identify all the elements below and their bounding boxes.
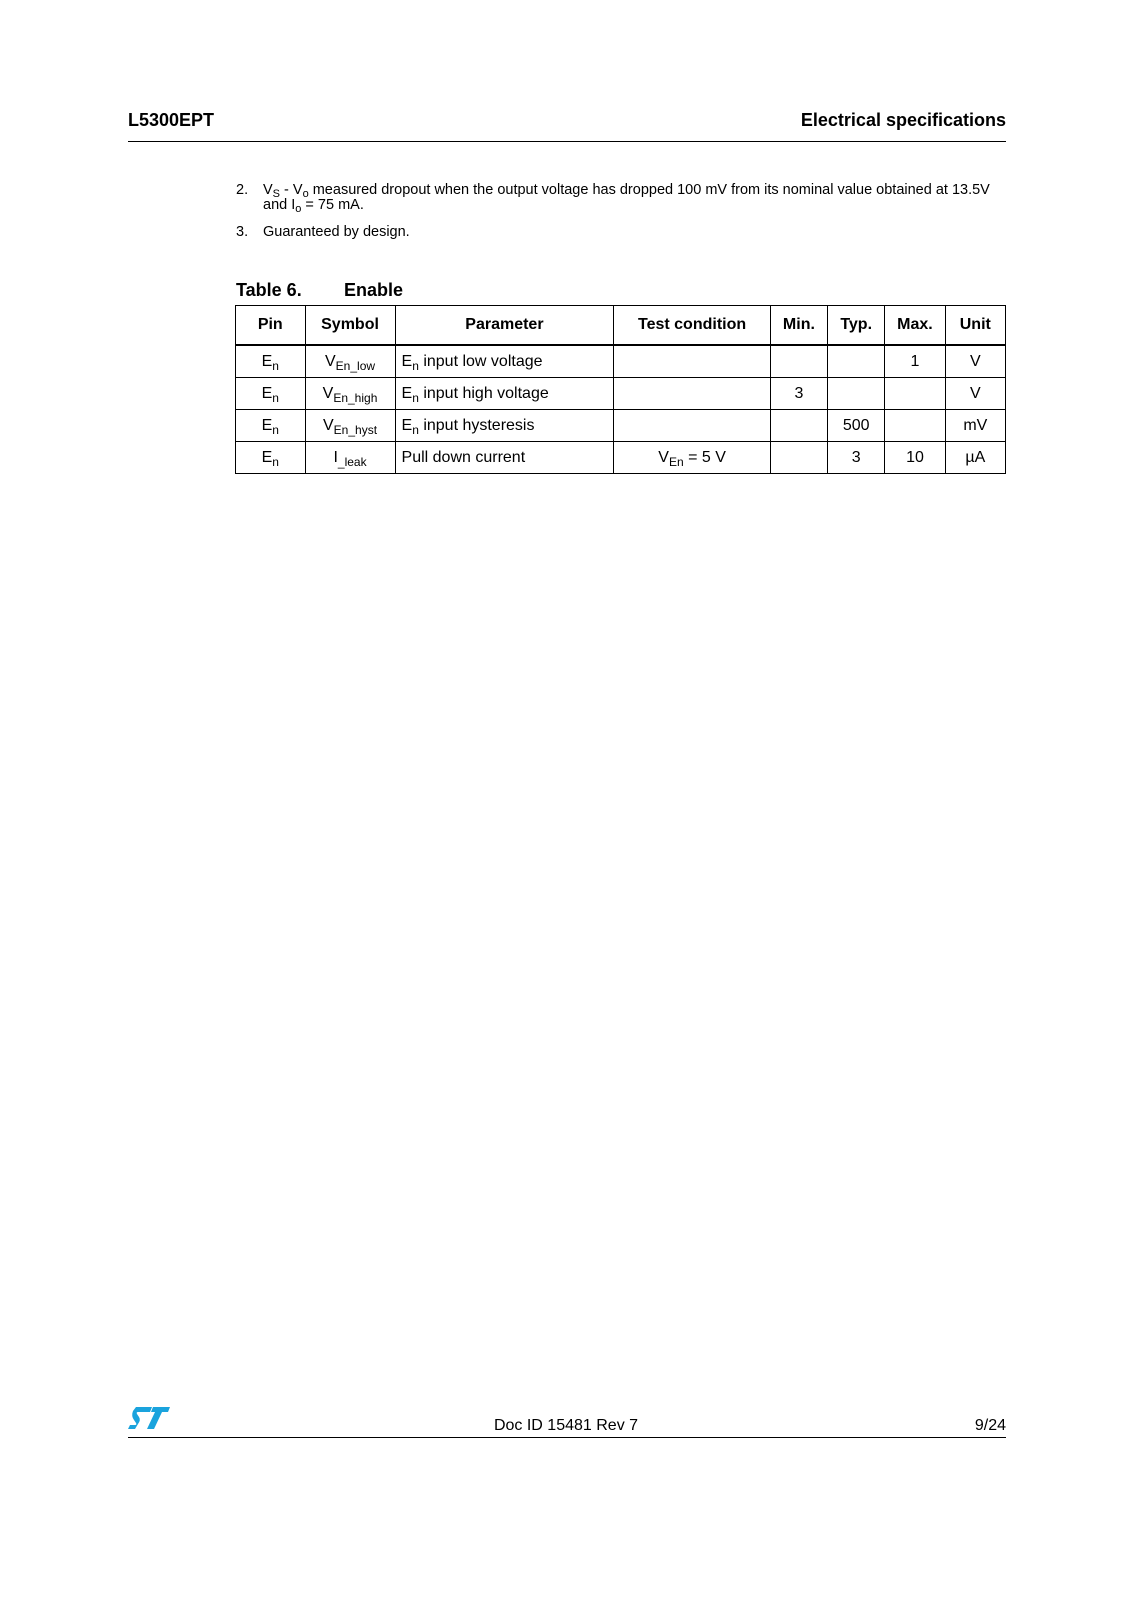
min-cell (770, 345, 827, 378)
parameter-cell: Pull down current (395, 442, 614, 474)
header-rule (128, 141, 1006, 142)
parameter-cell: $E_n$ input hysteresis (395, 410, 614, 442)
table-row (236, 410, 1006, 442)
condition-cell (614, 378, 770, 410)
unit-cell: V (945, 345, 1005, 378)
col-header-test-condition: Test condition (614, 306, 770, 346)
typ-cell: 3 (828, 442, 885, 474)
pin-cell: $E_n$ (236, 345, 306, 378)
footer-rule (128, 1437, 1006, 1438)
col-header-parameter: Parameter (395, 306, 614, 346)
typ-cell: 500 (828, 410, 885, 442)
unit-cell: mV (945, 410, 1005, 442)
table-title: Enable (344, 280, 404, 300)
unit-cell: µA (945, 442, 1005, 474)
parameter-cell: $E_n$ input high voltage (395, 378, 614, 410)
note-2 (236, 183, 996, 213)
max-cell (885, 410, 945, 442)
pin-cell: $E_n$ (236, 410, 306, 442)
symbol-cell: $I_{\_leak}$ (305, 442, 395, 474)
enable-table (235, 305, 1006, 474)
table-row (236, 442, 1006, 474)
note-number: 2. (236, 182, 249, 198)
table-row (236, 345, 1006, 378)
doc-id: Doc ID 15481 Rev 7 (493, 1417, 639, 1434)
condition-cell (614, 410, 770, 442)
table-row (236, 378, 1006, 410)
symbol-cell: $V_{En\_low}$ (305, 345, 395, 378)
symbol-cell: $V_{En\_high}$ (305, 378, 395, 410)
table-caption (236, 280, 403, 301)
typ-cell (828, 378, 885, 410)
footnotes (236, 183, 996, 252)
section-title: Electrical specifications (800, 110, 1006, 130)
condition-cell (614, 345, 770, 378)
col-header-min: Min. (770, 306, 827, 346)
unit-cell: V (945, 378, 1005, 410)
pin-cell: $E_n$ (236, 442, 306, 474)
col-header-max: Max. (885, 306, 945, 346)
page-number: 9/24 (974, 1417, 1006, 1434)
max-cell: 10 (885, 442, 945, 474)
note-number: 3. (236, 224, 249, 240)
typ-cell (828, 345, 885, 378)
col-header-typ: Typ. (828, 306, 885, 346)
col-header-unit: Unit (945, 306, 1005, 346)
table-header-row (236, 306, 1006, 346)
min-cell (770, 410, 827, 442)
min-cell: 3 (770, 378, 827, 410)
note-text: Guaranteed by design. (263, 224, 410, 240)
parameter-cell: $E_n$ input low voltage (395, 345, 614, 378)
condition-cell: $V_{En} = 5$ V (614, 442, 770, 474)
note-text: $V_S - V_o$ measured dropout when the output voltage has dropped 100 mV from its nominal value obtained at 13.5V and $I_o = 75$ mA. (263, 182, 990, 215)
col-header-pin: Pin (236, 306, 306, 346)
min-cell (770, 442, 827, 474)
note-3 (236, 225, 996, 240)
max-cell: 1 (885, 345, 945, 378)
table-number: Table 6. (236, 280, 302, 300)
product-name: L5300EPT (128, 110, 215, 130)
max-cell (885, 378, 945, 410)
pin-cell: $E_n$ (236, 378, 306, 410)
col-header-symbol: Symbol (305, 306, 395, 346)
symbol-cell: $V_{En\_hyst}$ (305, 410, 395, 442)
